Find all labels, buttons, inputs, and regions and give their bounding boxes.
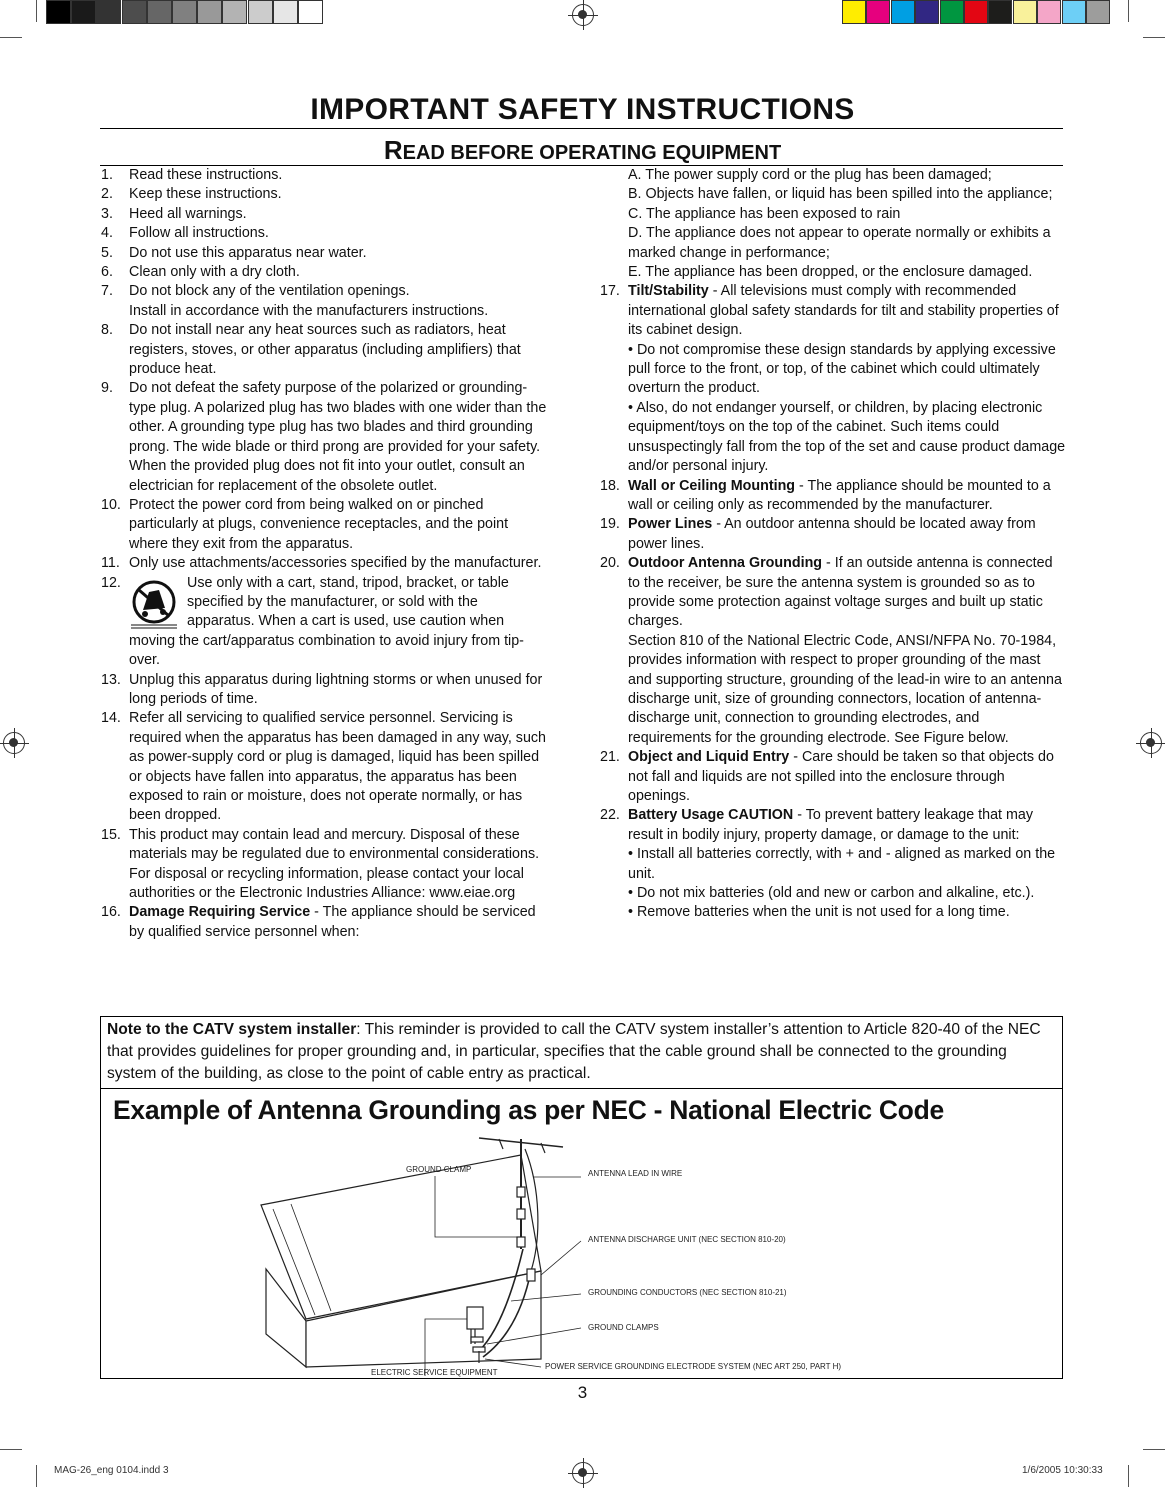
list-item <box>101 574 547 671</box>
registration-mark-icon <box>572 4 594 26</box>
item-text <box>129 225 269 241</box>
item-body: - The appliance should be serviced by qualified service personnel when: <box>129 904 536 940</box>
item-number: 3. <box>101 205 113 222</box>
item-heading: Outdoor Antenna Grounding <box>628 555 823 572</box>
gray-swatch <box>222 0 247 24</box>
list-item <box>600 806 1066 922</box>
gray-swatch <box>46 0 71 24</box>
gray-swatch <box>96 0 121 24</box>
note-heading: Note to the CATV system installer <box>107 1021 357 1038</box>
item-text <box>129 264 300 280</box>
slug-timestamp: 1/6/2005 10:30:33 <box>1022 1465 1103 1476</box>
item-number: 1. <box>101 167 113 183</box>
item-text <box>129 497 508 552</box>
antenna-grounding-example <box>100 1088 1063 1379</box>
color-swatch <box>964 0 988 24</box>
page-number: 3 <box>577 1383 588 1402</box>
color-swatch <box>891 0 915 24</box>
list-item <box>101 205 547 224</box>
crop-mark <box>0 1449 22 1450</box>
item-number: 22. <box>600 807 620 824</box>
item-body: Do not block any of the ventilation openings. <box>129 283 410 300</box>
label-grounding-conductors: GROUNDING CONDUCTORS (NEC SECTION 810-21) <box>588 1288 787 1297</box>
item-body: Only use attachments/accessories specified by the manufacturer. <box>129 555 542 572</box>
item-paragraph: • Do not compromise these design standards by applying excessive pull force to the front, or top, of the cabinet which could ultimately overturn the product. <box>628 341 1056 397</box>
registration-mark-icon <box>3 732 25 754</box>
crop-mark <box>36 1465 37 1487</box>
item-body: - The appliance should be mounted to a wall or ceiling only as recommended by the manufacturer. <box>628 477 1051 513</box>
list-item <box>600 515 1066 554</box>
item-heading: Object and Liquid Entry <box>628 749 790 766</box>
list-item <box>600 554 1066 748</box>
gray-swatch <box>248 0 273 24</box>
color-swatch <box>1013 0 1037 24</box>
left-column <box>101 166 547 942</box>
list-item <box>101 709 547 825</box>
item-number: 18. <box>600 477 620 494</box>
item-extra: Install in accordance with the manufacturers instructions. <box>129 302 489 319</box>
gray-swatch <box>197 0 222 24</box>
item-number: 2. <box>101 186 113 203</box>
item-number: 15. <box>101 826 121 843</box>
item-body: - Care should be taken so that objects do not fall and liquids are not spilled into the enclosure through openings. <box>628 749 1054 804</box>
color-swatch <box>915 0 939 24</box>
label-antenna-lead: ANTENNA LEAD IN WIRE <box>588 1169 683 1178</box>
item-heading: Battery Usage CAUTION <box>628 807 794 824</box>
instruction-list-left <box>101 166 547 942</box>
list-item <box>101 185 547 204</box>
item-number: 9. <box>101 380 113 397</box>
list-item <box>600 748 1066 806</box>
list-item <box>101 554 547 573</box>
gray-swatch <box>172 0 197 24</box>
damage-condition: B. Objects have fallen, or liquid has been spilled into the appliance; <box>628 186 1053 203</box>
page-title: IMPORTANT SAFETY INSTRUCTIONS <box>310 93 855 126</box>
list-item <box>101 903 547 942</box>
list-item <box>600 282 1066 476</box>
item-paragraph: • Remove batteries when the unit is not used for a long time. <box>628 904 1010 921</box>
list-item <box>101 826 547 904</box>
item-body: Unplug this apparatus during lightning storms or when unused for long periods of time. <box>129 671 543 707</box>
item-text <box>129 206 247 222</box>
item-body: Keep these instructions. <box>129 186 282 203</box>
right-column <box>600 166 1066 923</box>
damage-condition: C. The appliance has been exposed to rain <box>628 205 901 222</box>
crop-mark <box>36 0 37 22</box>
item-number: 20. <box>600 555 620 572</box>
item-number: 17. <box>600 283 620 300</box>
item-number: 8. <box>101 322 113 339</box>
item-number: 11. <box>101 555 120 572</box>
list-item <box>101 224 547 243</box>
page-subtitle: READ BEFORE OPERATING EQUIPMENT <box>383 135 782 165</box>
gray-swatch <box>298 0 323 24</box>
crop-mark <box>0 37 22 38</box>
instruction-list-right <box>600 282 1066 922</box>
discharge-unit <box>527 1269 535 1281</box>
item-body: Clean only with a dry cloth. <box>129 264 300 281</box>
damage-condition: D. The appliance does not appear to operate normally or exhibits a marked change in performance; <box>628 225 1051 261</box>
cart-tip-over-warning-icon <box>129 578 179 630</box>
item-body: Do not use this apparatus near water. <box>129 244 367 261</box>
gray-swatch <box>273 0 298 24</box>
item-body: - An outdoor antenna should be located away from power lines. <box>628 516 1036 552</box>
item-text <box>129 710 546 823</box>
item-heading: Power Lines <box>628 516 713 533</box>
example-title: Example of Antenna Grounding as per NEC - National Electric Code <box>113 1095 944 1125</box>
item-text <box>129 827 539 901</box>
item-paragraph: • Do not mix batteries (old and new or carbon and alkaline, etc.). <box>628 885 1035 902</box>
item-body: - All televisions must comply with recommended international global safety standards for tilt and stability properties of its cabinet design. <box>628 283 1059 339</box>
item-text <box>129 186 282 202</box>
item-text <box>129 167 282 183</box>
item-text <box>129 575 524 669</box>
crop-mark <box>1143 1449 1165 1450</box>
item-body: - If an outside antenna is connected to the receiver, be sure the antenna system is grounded so as to provide some protection against voltage surges and built up static charges. <box>628 555 1053 630</box>
item-body: Protect the power cord from being walked on or pinched particularly at plugs, convenience receptacles, and the point where they exit from the apparatus. <box>129 496 509 552</box>
crop-mark <box>1128 0 1129 22</box>
color-swatch <box>866 0 890 24</box>
item-number: 10. <box>101 496 121 513</box>
item-number: 6. <box>101 264 113 281</box>
item-body: - To prevent battery leakage that may result in bodily injury, property damage, or damage to the unit: <box>628 807 1033 843</box>
item-text <box>129 672 542 707</box>
damage-condition: A. The power supply cord or the plug has been damaged; <box>628 167 992 183</box>
item-paragraph: • Install all batteries correctly, with + and - aligned as marked on the unit. <box>628 846 1056 882</box>
item-number: 16. <box>101 904 121 921</box>
item-body: Follow all instructions. <box>129 225 269 242</box>
item-text <box>129 904 536 939</box>
electric-service-panel <box>467 1307 483 1329</box>
item-number: 21. <box>600 749 620 766</box>
item-number: 5. <box>101 244 113 261</box>
crop-mark <box>1143 37 1165 38</box>
note-text: : This reminder is provided to call the CATV system installer’s attention to Article 820-40 of the NEC that provides guidelines for proper grounding and, in particular, specifies that the cable ground shall be connected to the grounding system of the building, as close to the point of cable entry as practical. <box>107 1021 1041 1082</box>
color-swatch <box>988 0 1012 24</box>
label-discharge-unit: ANTENNA DISCHARGE UNIT (NEC SECTION 810-20) <box>588 1235 786 1244</box>
list-item <box>101 166 547 185</box>
list-item <box>101 263 547 282</box>
registration-mark-icon <box>572 1462 594 1484</box>
item-number: 12. <box>101 574 121 591</box>
item-text <box>129 245 367 261</box>
list-item <box>101 282 547 321</box>
color-swatch <box>842 0 866 24</box>
title-rule <box>100 128 1063 129</box>
item-heading: Wall or Ceiling Mounting <box>628 477 796 494</box>
item-number: 19. <box>600 516 620 533</box>
item-body: Refer all servicing to qualified service personnel. Servicing is required when the apparatus has been damaged in any way, such as power-supply cord or plug is damaged, liquid has been spilled or objects have fallen into apparatus, the apparatus has been exposed to rain or moisture, does not operate normally, or has been dropped. <box>129 710 547 824</box>
list-item <box>101 496 547 554</box>
label-power-service: POWER SERVICE GROUNDING ELECTRODE SYSTEM (NEC ART 250, PART H) <box>545 1362 842 1371</box>
item-number: 13. <box>101 671 121 688</box>
item-body: Do not defeat the safety purpose of the polarized or grounding-type plug. A polarized plug has two blades with one wider than the other. A grounding type plug has two blades and third grounding prong. The wide blade or third prong are provided for your safety. When the provided plug does not fit into your outlet, consult an electrician for replacement of the obsolete outlet. <box>129 380 547 494</box>
color-swatch <box>1086 0 1110 24</box>
list-item <box>101 379 547 495</box>
item-heading: Damage Requiring Service <box>129 904 311 921</box>
damage-condition: E. The appliance has been dropped, or the enclosure damaged. <box>628 264 1033 281</box>
list-item <box>101 244 547 263</box>
list-item <box>600 477 1066 516</box>
item-number: 14. <box>101 710 121 727</box>
label-ground-clamp: GROUND CLAMP <box>406 1165 472 1174</box>
item-body: Use only with a cart, stand, tripod, bracket, or table specified by the manufacturer, or sold with the apparatus. When a cart is used, use caution when moving the cart/apparatus combination to avoid injury from tip-over. <box>129 574 524 669</box>
item-paragraph: • Also, do not endanger yourself, or children, by placing electronic equipment/toys on the top of the cabinet. Such items could unsuspectingly fall from the top of the set and cause product damage and/or personal injury. <box>628 399 1066 475</box>
slug-file-name: MAG-26_eng 0104.indd 3 <box>54 1465 169 1476</box>
item-paragraph: Section 810 of the National Electric Code, ANSI/NFPA No. 70-1984, provides information with respect to proper grounding of the mast and supporting structure, grounding of the lead-in wire to an antenna discharge unit, size of grounding connectors, location of antenna-discharge unit, connection to grounding electrodes, and requirements for the grounding electrode. See Figure below. <box>628 632 1062 746</box>
registration-mark-icon <box>1140 732 1162 754</box>
antenna-grounding-diagram <box>101 1089 1062 1378</box>
color-swatch <box>1037 0 1061 24</box>
color-swatch <box>940 0 964 24</box>
gray-swatch <box>71 0 96 24</box>
damage-conditions-list <box>600 166 1066 282</box>
item-text <box>129 380 546 493</box>
item-body: This product may contain lead and mercury. Disposal of these materials may be regulated due to environmental considerations. For disposal or recycling information, please contact your local authorities or the Electronic Industries Alliance: www.eiae.org <box>129 826 540 902</box>
crop-mark <box>1128 1465 1129 1487</box>
gray-swatch <box>122 0 147 24</box>
list-item <box>101 671 547 710</box>
catv-note-box <box>100 1016 1063 1089</box>
item-body: Do not install near any heat sources such as radiators, heat registers, stoves, or other apparatus (including amplifiers) that produce heat. <box>129 322 521 378</box>
item-number: 7. <box>101 283 113 300</box>
label-electric-service: ELECTRIC SERVICE EQUIPMENT <box>371 1368 498 1377</box>
item-number: 4. <box>101 225 113 242</box>
item-heading: Tilt/Stability <box>628 283 709 300</box>
item-text <box>129 555 541 571</box>
list-item <box>101 321 547 379</box>
item-text <box>129 322 521 377</box>
item-body: Read these instructions. <box>129 167 283 183</box>
label-ground-clamps: GROUND CLAMPS <box>588 1323 659 1332</box>
item-body: Heed all warnings. <box>129 205 247 222</box>
item-text <box>129 283 410 299</box>
gray-swatch <box>147 0 172 24</box>
color-swatch <box>1062 0 1086 24</box>
